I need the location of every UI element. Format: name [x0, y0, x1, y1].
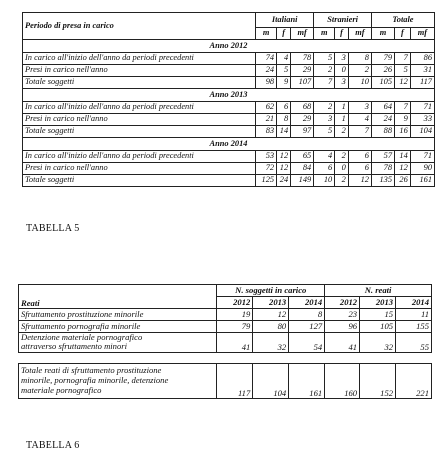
cell: 65: [291, 151, 314, 163]
cell: 5: [395, 65, 411, 77]
cell: 155: [396, 321, 432, 333]
row-label: Sfruttamento prostituzione minorile: [19, 309, 217, 321]
cell: 7: [395, 53, 411, 65]
total-label-line: materiale pornografico: [21, 384, 102, 395]
cell: 8: [348, 53, 371, 65]
cell: 127: [289, 321, 325, 333]
row-label: Totale soggetti: [23, 175, 256, 187]
table5-header-row: [23, 13, 435, 28]
year-label: Anno 2014: [23, 138, 435, 151]
cell: 55: [396, 333, 432, 353]
cell: 6: [314, 163, 335, 175]
cell: 2: [335, 151, 349, 163]
cell: 62: [256, 102, 277, 114]
cell: 84: [291, 163, 314, 175]
subcol-m: m: [256, 28, 277, 40]
reati-header: Reati: [19, 285, 217, 309]
table6-header-row: [19, 285, 432, 297]
cell: 29: [291, 114, 314, 126]
total-cell: 160: [325, 363, 360, 398]
cell: 149: [291, 175, 314, 187]
cell: 11: [396, 309, 432, 321]
cell: 23: [325, 309, 360, 321]
cell: 71: [410, 102, 434, 114]
group-header-totale: Totale: [371, 13, 434, 28]
cell: 107: [291, 77, 314, 89]
subcol-f: f: [335, 28, 349, 40]
table5-row: [23, 175, 435, 187]
table5-row: [23, 151, 435, 163]
year-header-row: [23, 138, 435, 151]
cell: 14: [395, 151, 411, 163]
table6-total-row: [19, 363, 432, 398]
cell: 32: [360, 333, 396, 353]
table-5: [22, 12, 435, 187]
subcol-f: f: [395, 28, 411, 40]
cell: 68: [291, 102, 314, 114]
group-header-soggetti: N. soggetti in carico: [217, 285, 325, 297]
cell: 3: [348, 102, 371, 114]
group-header-stranieri: Stranieri: [314, 13, 372, 28]
cell: 24: [277, 175, 291, 187]
row-label: Presi in carico nell'anno: [23, 65, 256, 77]
year-header-row: [23, 40, 435, 53]
group-header-italiani: Italiani: [256, 13, 314, 28]
cell: 0: [335, 163, 349, 175]
cell: 26: [371, 65, 394, 77]
total-cell: 152: [360, 363, 396, 398]
table6-gap-row: [19, 352, 432, 363]
total-label-line: Totale reati di sfruttamento prostituzione: [21, 364, 162, 375]
cell: 72: [256, 163, 277, 175]
total-cell: 161: [289, 363, 325, 398]
cell: 32: [253, 333, 289, 353]
cell: 12: [395, 163, 411, 175]
cell: 57: [371, 151, 394, 163]
cell: 90: [410, 163, 434, 175]
cell: 41: [217, 333, 253, 353]
cell: 2: [348, 65, 371, 77]
cell: 117: [410, 77, 434, 89]
cell: 97: [291, 126, 314, 138]
cell: 79: [217, 321, 253, 333]
cell: 98: [256, 77, 277, 89]
cell: 8: [289, 309, 325, 321]
cell: 104: [410, 126, 434, 138]
subcol-f: f: [277, 28, 291, 40]
table6-row: [19, 333, 432, 353]
row-label: In carico all'inizio dell'anno da periodi precedenti: [23, 102, 256, 114]
cell: 1: [335, 114, 349, 126]
cell: 3: [335, 77, 349, 89]
cell: 6: [277, 102, 291, 114]
cell: 4: [348, 114, 371, 126]
cell: 10: [314, 175, 335, 187]
cell: 7: [395, 102, 411, 114]
year-2012: 2012: [325, 297, 360, 309]
period-header: Periodo di presa in carico: [23, 13, 256, 40]
cell: 79: [371, 53, 394, 65]
cell: 83: [256, 126, 277, 138]
subcol-m: m: [371, 28, 394, 40]
subcol-mf: mf: [348, 28, 371, 40]
cell: 2: [335, 175, 349, 187]
table5-row: [23, 102, 435, 114]
cell: 12: [253, 309, 289, 321]
cell: 5: [314, 53, 335, 65]
year-2014: 2014: [289, 297, 325, 309]
subcol-mf: mf: [291, 28, 314, 40]
cell: 19: [217, 309, 253, 321]
cell: 78: [371, 163, 394, 175]
table5-body: [23, 40, 435, 187]
cell: 74: [256, 53, 277, 65]
cell: 5: [314, 126, 335, 138]
cell: 7: [314, 77, 335, 89]
cell: 161: [410, 175, 434, 187]
total-cell: 117: [217, 363, 253, 398]
year-2014: 2014: [396, 297, 432, 309]
cell: 4: [314, 151, 335, 163]
cell: 12: [348, 175, 371, 187]
cell: 7: [348, 126, 371, 138]
cell: 53: [256, 151, 277, 163]
cell: 9: [395, 114, 411, 126]
cell: 12: [395, 77, 411, 89]
total-label-line: minorile, pornografia minorile, detenzione: [21, 374, 169, 385]
cell: 105: [371, 77, 394, 89]
cell: 2: [314, 65, 335, 77]
total-cell: 104: [253, 363, 289, 398]
cell: 4: [277, 53, 291, 65]
table-6: [18, 284, 432, 399]
cell: 5: [277, 65, 291, 77]
cell: 26: [395, 175, 411, 187]
table5-row: [23, 126, 435, 138]
cell: 80: [253, 321, 289, 333]
year-2013: 2013: [360, 297, 396, 309]
cell: 12: [277, 163, 291, 175]
total-label: [19, 363, 217, 398]
table6-row: [19, 321, 432, 333]
cell: 33: [410, 114, 434, 126]
row-label: In carico all'inizio dell'anno da periodi precedenti: [23, 151, 256, 163]
cell: 29: [291, 65, 314, 77]
cell: 9: [277, 77, 291, 89]
subcol-m: m: [314, 28, 335, 40]
cell: 8: [277, 114, 291, 126]
cell: 16: [395, 126, 411, 138]
cell: 6: [348, 151, 371, 163]
cell: 24: [256, 65, 277, 77]
cell: 6: [348, 163, 371, 175]
cell: 3: [314, 114, 335, 126]
cell: 21: [256, 114, 277, 126]
total-cell: 221: [396, 363, 432, 398]
cell: 86: [410, 53, 434, 65]
row-label: In carico all'inizio dell'anno da periodi precedenti: [23, 53, 256, 65]
cell: 1: [335, 102, 349, 114]
cell: 71: [410, 151, 434, 163]
table-6-caption: TABELLA 6: [26, 440, 80, 451]
row-label-line: attraverso sfruttamento minori: [21, 341, 127, 352]
cell: 105: [360, 321, 396, 333]
row-label: Sfruttamento pornografia minorile: [19, 321, 217, 333]
cell: 54: [289, 333, 325, 353]
row-label: Totale soggetti: [23, 77, 256, 89]
year-2013: 2013: [253, 297, 289, 309]
cell: 14: [277, 126, 291, 138]
cell: 10: [348, 77, 371, 89]
cell: 125: [256, 175, 277, 187]
cell: 41: [325, 333, 360, 353]
row-label: [19, 333, 217, 353]
table5-row: [23, 65, 435, 77]
year-header-row: [23, 89, 435, 102]
cell: 15: [360, 309, 396, 321]
row-label-line: Detenzione materiale pornografico: [21, 332, 143, 342]
row-label: Totale soggetti: [23, 126, 256, 138]
cell: 2: [314, 102, 335, 114]
cell: 64: [371, 102, 394, 114]
subcol-mf: mf: [410, 28, 434, 40]
cell: 88: [371, 126, 394, 138]
table5-row: [23, 163, 435, 175]
table5-row: [23, 77, 435, 89]
year-2012: 2012: [217, 297, 253, 309]
table-5-caption: TABELLA 5: [26, 223, 80, 234]
cell: 0: [335, 65, 349, 77]
cell: 2: [335, 126, 349, 138]
table5-row: [23, 114, 435, 126]
cell: 12: [277, 151, 291, 163]
row-label: Presi in carico nell'anno: [23, 114, 256, 126]
row-label: Presi in carico nell'anno: [23, 163, 256, 175]
cell: 31: [410, 65, 434, 77]
year-label: Anno 2012: [23, 40, 435, 53]
table6-row: [19, 309, 432, 321]
year-label: Anno 2013: [23, 89, 435, 102]
group-header-reati: N. reati: [325, 285, 432, 297]
cell: 96: [325, 321, 360, 333]
table5-row: [23, 53, 435, 65]
cell: 78: [291, 53, 314, 65]
cell: 135: [371, 175, 394, 187]
cell: 24: [371, 114, 394, 126]
cell: 3: [335, 53, 349, 65]
